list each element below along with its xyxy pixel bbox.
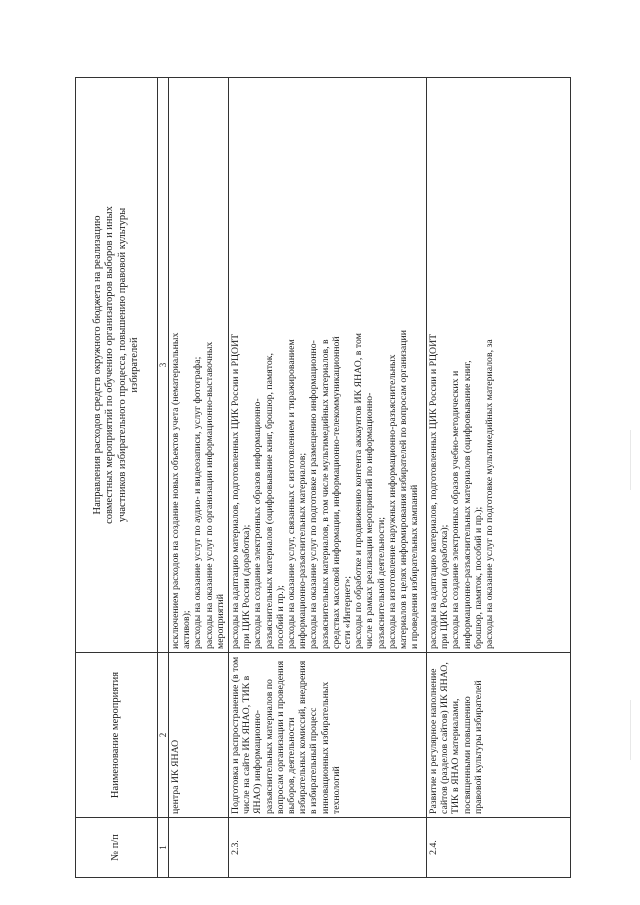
column-number-3: 3 bbox=[158, 78, 169, 653]
column-number-1: 1 bbox=[158, 818, 169, 878]
table-row bbox=[229, 78, 427, 878]
row-number: 2.4. bbox=[427, 818, 571, 878]
table-row bbox=[169, 78, 229, 878]
scan-artifact bbox=[630, 430, 631, 490]
row-expense-directions: расходы на адаптацию материалов, подготовленных ЦИК России и РЦОИТ при ЦИК России (доработка); расходы на создание электронных образов информационно- разъяснительных материалов (оцифровывание книг, брошюр, памяток, пособий и пр.); расходы на оказание услуг, связанных с изготовлением и тиражированием информационно-разъяснительных материалов; расходы на оказание услуг по подготовке и размещению информационно- разъяснительных материалов, в том числе мультимедийных материалов, в средствах массовой информации, информационно-телекоммуникационной сети «Интернет»; расходы по обработке и продвижению контента аккаунтов ИК ЯНАО, в том числе в рамках реализации мероприятий по информационно- разъяснительной деятельности; расходы на изготовление наружных информационно-разъяснительных материалов в целях информирования избирателей по вопросам организации и проведения избирательных кампаний bbox=[229, 78, 427, 653]
row-number: 2.3. bbox=[229, 818, 427, 878]
row-event-name: Развитие и регулярное наполнение сайтов (разделов сайтов) ИК ЯНАО, ТИК в ЯНАО материалами, посвященными повышению правовой культуры избирателей bbox=[427, 653, 571, 818]
expense-table bbox=[75, 77, 571, 878]
row-event-name: центра ИК ЯНАО bbox=[169, 653, 229, 818]
header-number: № п/п bbox=[76, 818, 158, 878]
row-event-name: Подготовка и распространение (в том числе на сайте ИК ЯНАО, ТИК в ЯНАО) информационно-разъяснительных материалов по вопросам организации и проведения выборов, деятельности избирательных комиссий, внедрения в избирательный процесс инновационных избирательных технологий bbox=[229, 653, 427, 818]
column-number-2: 2 bbox=[158, 653, 169, 818]
header-event-name: Наименование мероприятия bbox=[76, 653, 158, 818]
table-row bbox=[427, 78, 571, 878]
scan-artifact bbox=[630, 700, 631, 760]
row-number bbox=[169, 818, 229, 878]
rotated-table-container bbox=[75, 78, 570, 878]
column-number-row bbox=[158, 78, 169, 878]
row-expense-directions: исключением расходов на создание новых объектов учета (нематериальных активов); расходы на оказание услуг по аудио- и видеозаписи, услуг фотографа; расходы на оказание услуг по организации информационно-выставочных мероприятий bbox=[169, 78, 229, 653]
header-expense-directions: Направления расходов средств окружного бюджета на реализацию совместных мероприятий по обучению организаторов выборов и иных участников избирательного процесса, повышению правовой культуры избирателей bbox=[76, 78, 158, 653]
row-expense-directions: расходы на адаптацию материалов, подготовленных ЦИК России и РЦОИТ при ЦИК России (доработка); расходы на создание электронных образов учебно-методических и информационно-разъяснительных материалов (оцифровывание книг, брошюр, памяток, пособий и пр.); расходы на оказание услуг по подготовке мультимедийных материалов, за bbox=[427, 78, 571, 653]
header-row bbox=[76, 78, 158, 878]
